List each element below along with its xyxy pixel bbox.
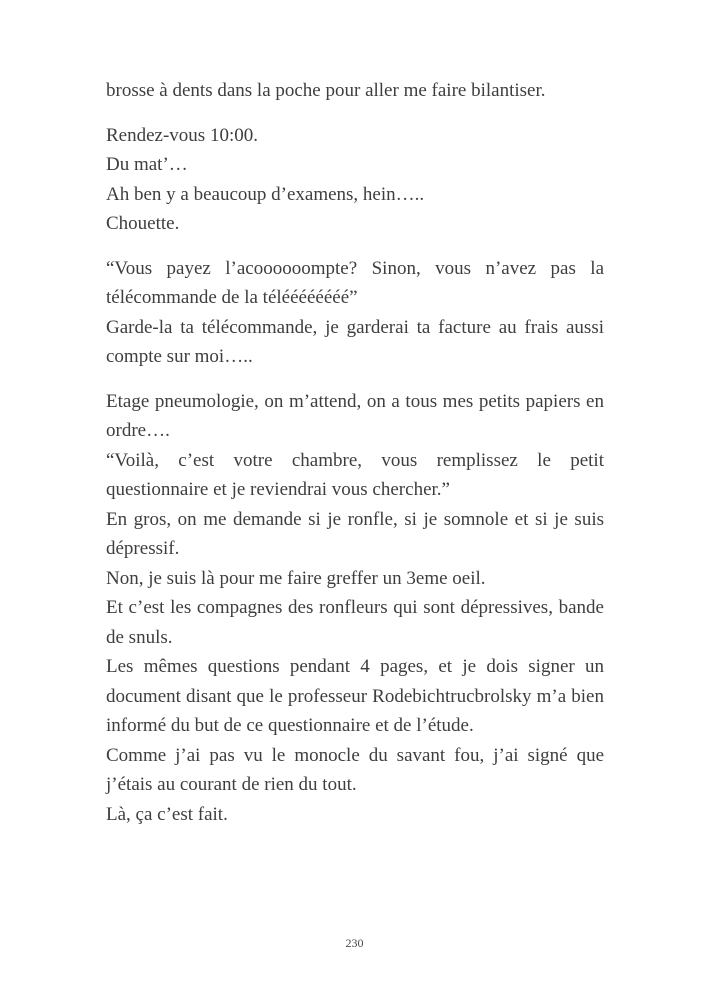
paragraph-group xyxy=(106,121,604,239)
paragraph: Et c’est les compagnes des ronfleurs qui sont dépressives, bande de snuls. xyxy=(106,597,604,648)
paragraph-group xyxy=(106,76,604,106)
paragraph: “Voilà, c’est votre chambre, vous remplissez le petit questionnaire et je reviendrai vous chercher.” xyxy=(106,449,604,500)
paragraph: Les mêmes questions pendant 4 pages, et je dois signer un document disant que le professeur Rodebichtrucbrolsky m’a bien informé du but de ce questionnaire et de l’étude. xyxy=(106,656,604,736)
paragraph: Garde-la ta télécommande, je garderai ta facture au frais aussi compte sur moi….. xyxy=(106,316,604,367)
paragraph: Etage pneumologie, on m’attend, on a tous mes petits papiers en ordre…. xyxy=(106,390,604,441)
paragraph: Rendez-vous 10:00. xyxy=(106,124,258,146)
paragraph-group xyxy=(106,254,604,372)
paragraph: Comme j’ai pas vu le monocle du savant fou, j’ai signé que j’étais au courant de rien du tout. xyxy=(106,744,604,795)
paragraph: Du mat’… xyxy=(106,154,188,175)
paragraph: “Vous payez l’acoooooompte? Sinon, vous n’avez pas la télécommande de la téléééééééé” xyxy=(106,257,604,308)
paragraph: Là, ça c’est fait. xyxy=(106,803,228,825)
paragraph: brosse à dents dans la poche pour aller me faire bilantiser. xyxy=(106,80,546,101)
text-block xyxy=(106,76,604,829)
paragraph: Ah ben y a beaucoup d’examens, hein….. xyxy=(106,183,425,205)
paragraph: En gros, on me demande si je ronfle, si je somnole et si je suis dépressif. xyxy=(106,508,604,559)
paragraph: Chouette. xyxy=(106,213,180,234)
page-number: 230 xyxy=(345,936,364,950)
paragraph-group xyxy=(106,387,604,830)
paragraph: Non, je suis là pour me faire greffer un 3eme oeil. xyxy=(106,567,486,589)
